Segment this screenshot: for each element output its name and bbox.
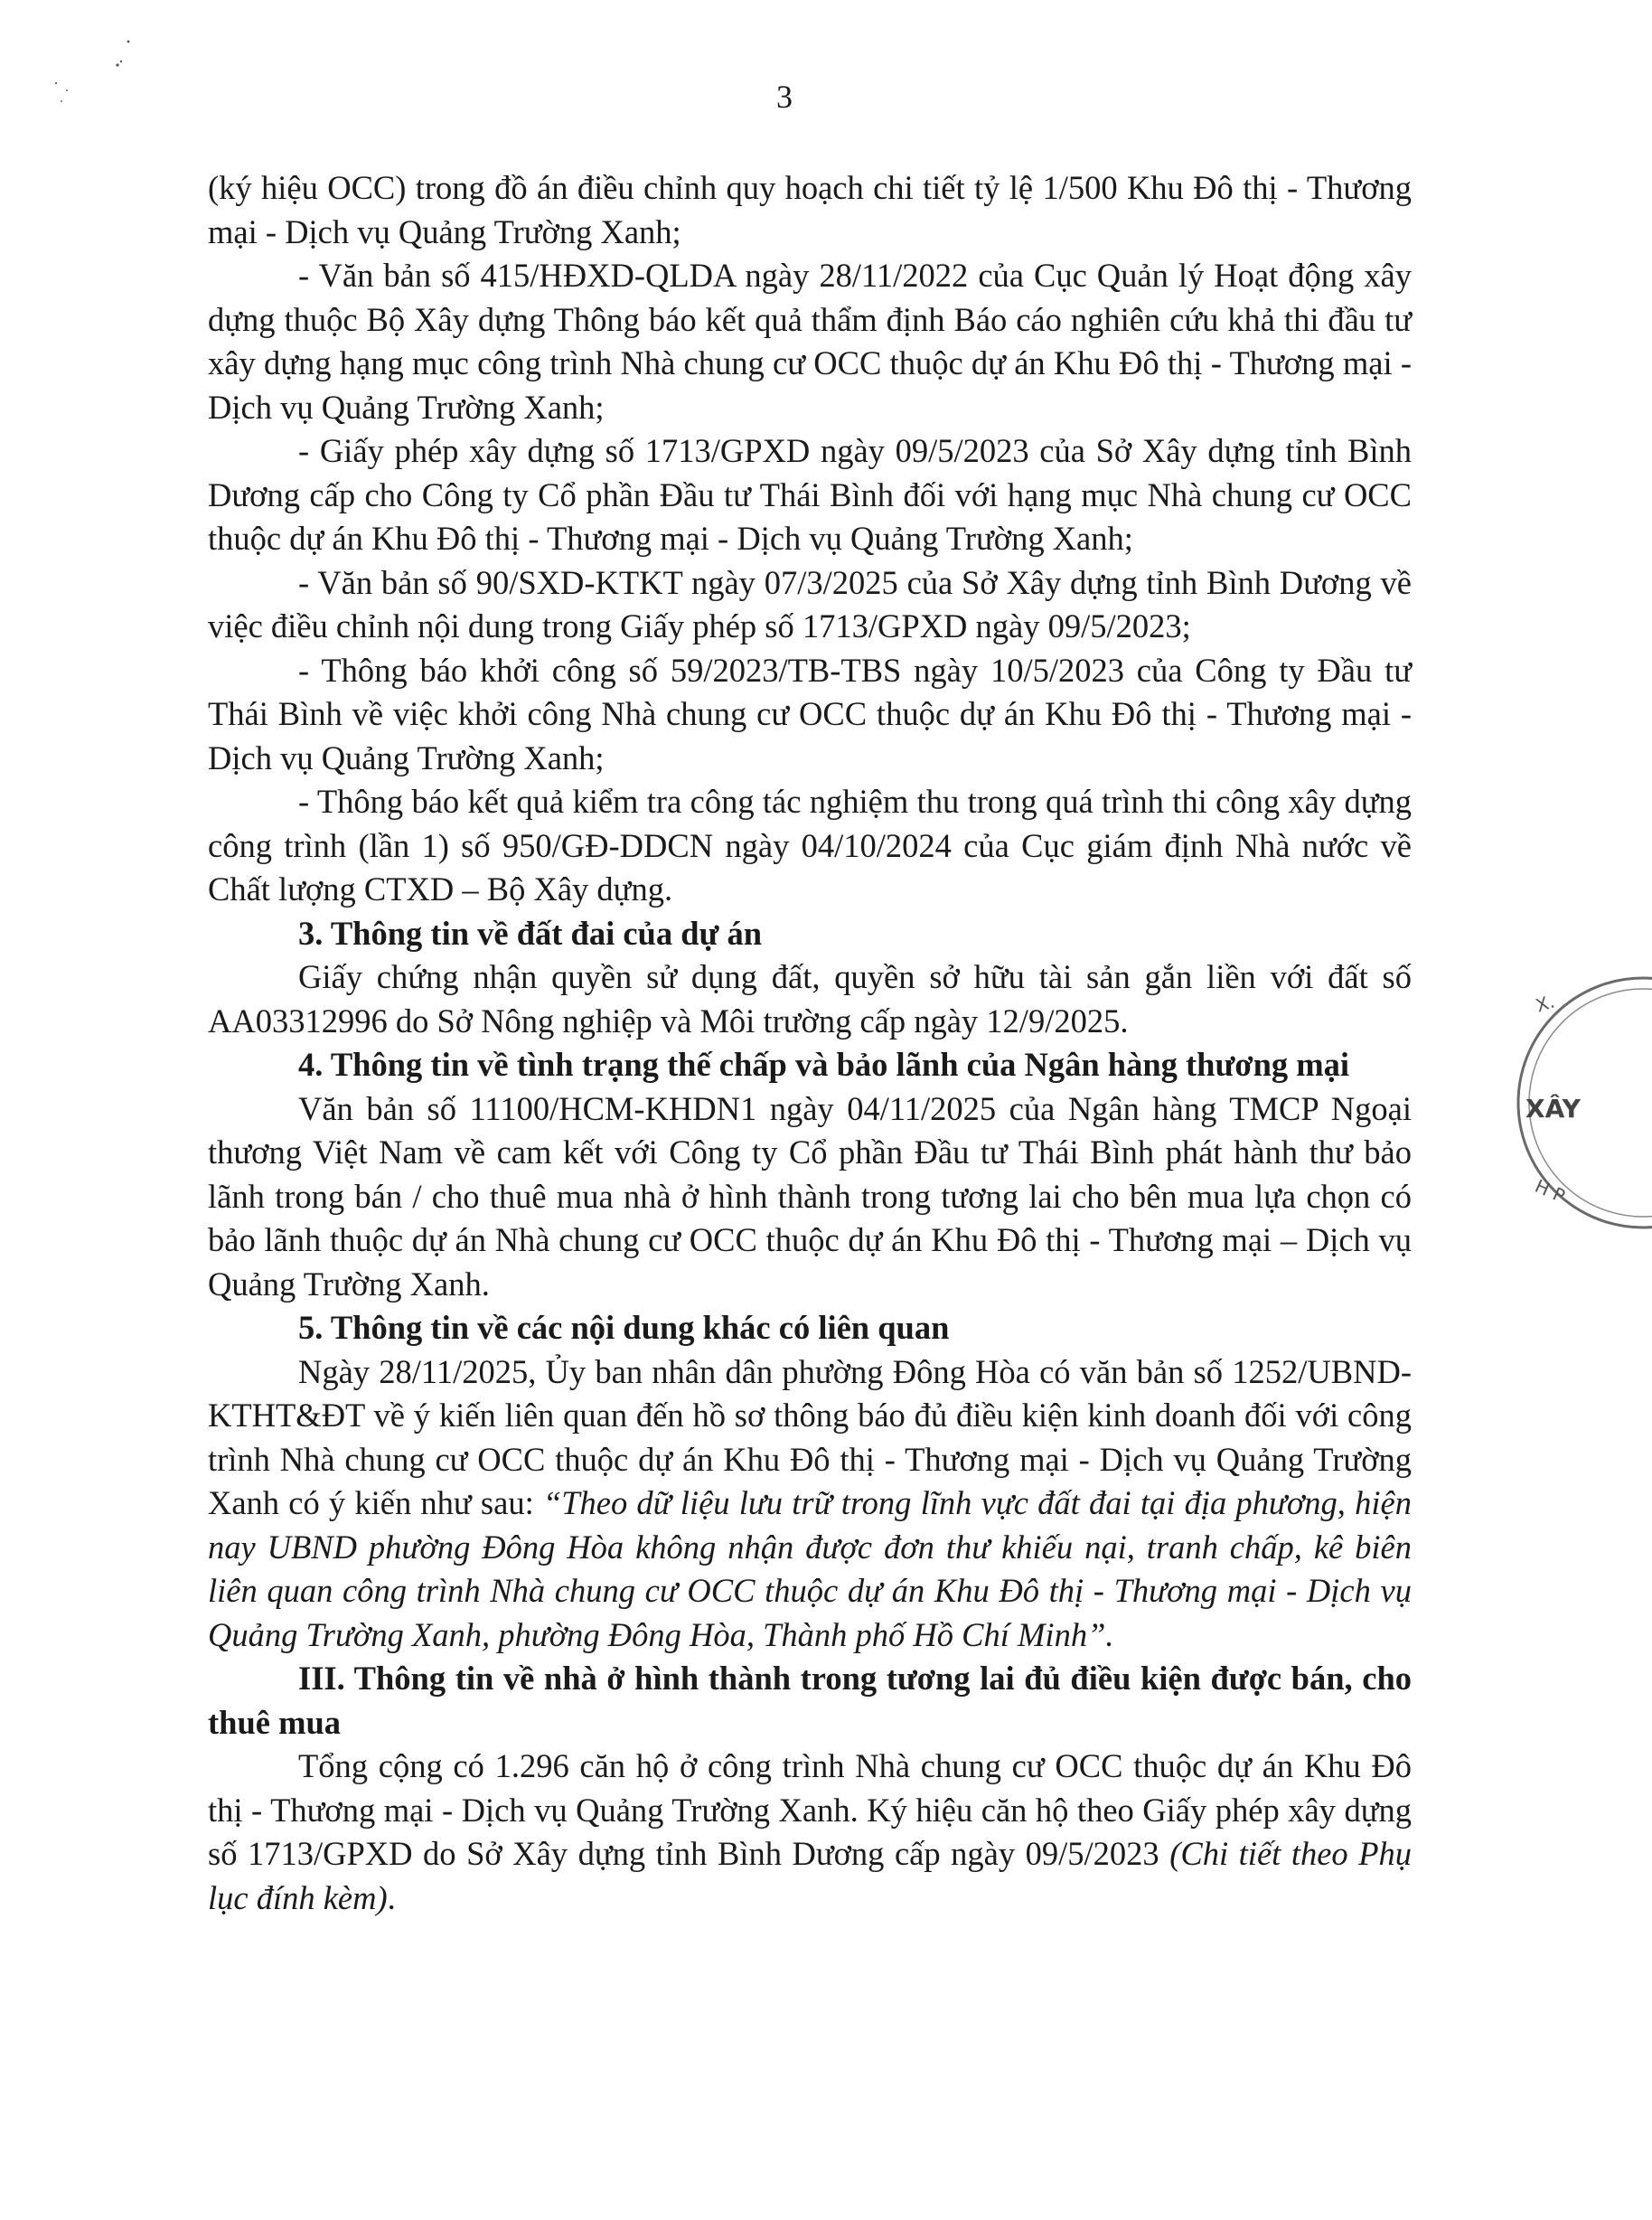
paragraph-construction-start: - Thông báo khởi công số 59/2023/TB-TBS ngày 10/5/2023 của Công ty Đầu tư Thái Bình về việc khởi công Nhà chung cư OCC thuộc dự án Khu Đô thị - Thương mại - Dịch vụ Quảng Trường Xanh; bbox=[208, 651, 1412, 776]
heading-mortgage-guarantee: 4. Thông tin về tình trạng thế chấp và bảo lãnh của Ngân hàng thương mại bbox=[298, 1046, 1350, 1083]
heading-other-content: 5. Thông tin về các nội dung khác có liên quan bbox=[298, 1309, 950, 1346]
heading-future-housing: III. Thông tin về nhà ở hình thành trong tương lai đủ điều kiện được bán, cho thuê mua bbox=[208, 1660, 1412, 1741]
stamp-text-mid: XÂY bbox=[1525, 1094, 1581, 1124]
page-number: 3 bbox=[776, 79, 793, 115]
paragraph-occ-planning: (ký hiệu OCC) trong đồ án điều chỉnh quy hoạch chi tiết tỷ lệ 1/500 Khu Đô thị - Thương mại - Dịch vụ Quảng Trường Xanh; bbox=[208, 169, 1412, 250]
paragraph-building-permit: - Giấy phép xây dựng số 1713/GPXD ngày 09/5/2023 của Sở Xây dựng tỉnh Bình Dương cấp cho Công ty Cổ phần Đầu tư Thái Bình đối với hạng mục Nhà chung cư OCC thuộc dự án Khu Đô thị - Thương mại - Dịch vụ Quảng Trường Xanh; bbox=[208, 432, 1412, 557]
paragraph-land-certificate: Giấy chứng nhận quyền sử dụng đất, quyền sở hữu tài sản gắn liền với đất số AA03312996 do Sở Nông nghiệp và Môi trường cấp ngày 12/9/2025. bbox=[208, 958, 1412, 1039]
appendix-reference: (Chi tiết theo Phụ lục đính kèm) bbox=[208, 1835, 1413, 1916]
ward-opinion-text: Ngày 28/11/2025, Ủy ban nhân dân phường Đông Hòa có văn bản số 1252/UBND-KTHT&ĐT về ý kiến liên quan đến hồ sơ thông báo đủ điều kiện kinh doanh đối với công trình Nhà chung cư OCC thuộc dự án Khu Đô thị - Thương mại - Dịch vụ Quảng Trường Xanh có ý kiến như sau: bbox=[208, 1352, 1412, 1521]
apartment-total-end: . bbox=[387, 1878, 396, 1916]
paragraph-ward-opinion bbox=[208, 1350, 1412, 1658]
paragraph-feasibility-appraisal: - Văn bản số 415/HĐXD-QLDA ngày 28/11/2022 của Cục Quản lý Hoạt động xây dựng thuộc Bộ Xây dựng Thông báo kết quả thẩm định Báo cáo nghiên cứu khả thi đầu tư xây dựng hạng mục công trình Nhà chung cư OCC thuộc dự án Khu Đô thị - Thương mại - Dịch vụ Quảng Trường Xanh; bbox=[208, 257, 1412, 426]
heading-land-information: 3. Thông tin về đất đai của dự án bbox=[298, 914, 763, 952]
paragraph-permit-adjustment: - Văn bản số 90/SXD-KTKT ngày 07/3/2025 của Sở Xây dựng tỉnh Bình Dương về việc điều chỉnh nội dung trong Giấy phép số 1713/GPXD ngày 09/5/2023; bbox=[208, 563, 1412, 644]
stamp-seal-icon bbox=[1507, 967, 1652, 1238]
paragraph-bank-guarantee: Văn bản số 11100/HCM-KHDN1 ngày 04/11/2025 của Ngân hàng TMCP Ngoại thương Việt Nam về cam kết với Công ty Cổ phần Đầu tư Thái Bình phát hành thư bảo lãnh trong bán / cho thuê mua nhà ở hình thành trong tương lai cho bên mua lựa chọn có bảo lãnh thuộc dự án Nhà chung cư OCC thuộc dự án Khu Đô thị - Thương mại – Dịch vụ Quảng Trường Xanh. bbox=[208, 1089, 1412, 1303]
document-body bbox=[208, 166, 1412, 1920]
stamp-text-top: X. bbox=[1533, 990, 1557, 1017]
official-stamp-fragment bbox=[1507, 967, 1652, 1238]
apartment-total-text: Tổng cộng có 1.296 căn hộ ở công trình Nhà chung cư OCC thuộc dự án Khu Đô thị - Thương mại - Dịch vụ Quảng Trường Xanh. Ký hiệu căn hộ theo Giấy phép xây dựng số 1713/GPXD do Sở Xây dựng tỉnh Bình Dương cấp ngày 09/5/2023 bbox=[208, 1747, 1412, 1872]
paragraph-inspection-result: - Thông báo kết quả kiểm tra công tác nghiệm thu trong quá trình thi công xây dựng công trình (lần 1) số 950/GĐ-DDCN ngày 04/10/2024 của Cục giám định Nhà nước về Chất lượng CTXD – Bộ Xây dựng. bbox=[208, 783, 1412, 908]
paragraph-apartment-total bbox=[208, 1745, 1412, 1920]
ward-opinion-quote: “Theo dữ liệu lưu trữ trong lĩnh vực đất đai tại địa phương, hiện nay UBND phường Đông Hòa không nhận được đơn thư khiếu nại, tranh chấp, kê biên liên quan công trình Nhà chung cư OCC thuộc dự án Khu Đô thị - Thương mại - Dịch vụ Quảng Trường Xanh, phường Đông Hòa, Thành phố Hồ Chí Minh”. bbox=[208, 1484, 1412, 1653]
stamp-text-bottom: H P bbox=[1532, 1174, 1569, 1208]
